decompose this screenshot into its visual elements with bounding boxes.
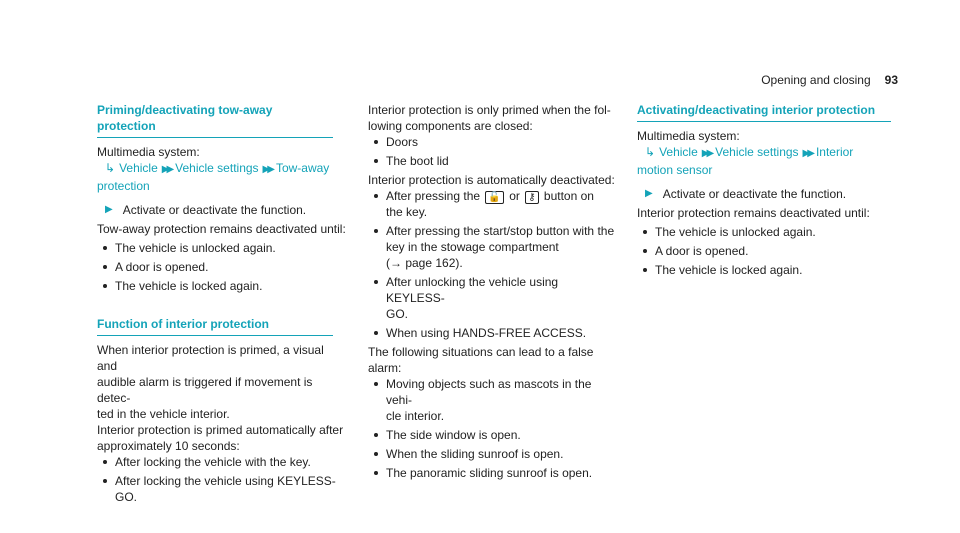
bullet-icon — [374, 331, 378, 335]
action-arrow-icon: ▶ — [105, 204, 113, 215]
paragraph-line: Interior protection is primed automatically after — [97, 423, 344, 437]
column-left — [97, 102, 347, 508]
bullet-icon — [374, 140, 378, 144]
page-header — [761, 72, 898, 88]
menu-path-interior[interactable]: Interior — [815, 145, 854, 159]
list-item — [368, 446, 618, 462]
bullet-icon — [643, 230, 647, 234]
page-number: 93 — [884, 73, 898, 87]
bullet-icon — [103, 246, 107, 250]
bullet-icon — [374, 433, 378, 437]
bullet-icon — [374, 280, 378, 284]
action-arrow-icon: ▶ — [645, 188, 653, 199]
multimedia-label: Multimedia system: — [637, 129, 740, 143]
list-item-text: Moving objects such as mascots in the vehi- — [386, 377, 592, 407]
list-item-text: cle interior. — [386, 409, 445, 423]
paragraph: Interior protection remains deactivated until: — [637, 206, 870, 220]
menu-path-protection[interactable]: protection — [97, 179, 150, 193]
list-item-text: A door is opened. — [115, 260, 209, 274]
list-item — [368, 223, 618, 271]
list-item — [368, 274, 618, 322]
double-chevron-icon: ▶▶ — [802, 148, 812, 159]
bullet-icon — [103, 265, 107, 269]
bullet-icon — [374, 194, 378, 198]
list-item — [97, 473, 347, 505]
list-item-text: GO. — [386, 307, 409, 321]
list-item — [637, 243, 892, 259]
list-item — [637, 224, 892, 240]
paragraph-line: audible alarm is triggered if movement is detec- — [97, 375, 313, 405]
list-item-text: After locking the vehicle with the key. — [115, 455, 311, 469]
menu-path-vehicle[interactable]: Vehicle — [119, 161, 158, 175]
unlock-button-icon: 🔓 — [485, 191, 503, 204]
paragraph-line: When interior protection is primed, a visual and — [97, 343, 324, 373]
double-chevron-icon: ▶▶ — [701, 148, 712, 159]
bullet-list — [637, 224, 892, 278]
action-text: Activate or deactivate the function. — [662, 187, 847, 201]
chapter-title: Opening and closing — [761, 73, 871, 87]
list-item-text: When using HANDS-FREE ACCESS. — [386, 326, 587, 340]
double-chevron-icon: ▶▶ — [262, 164, 272, 175]
double-chevron-icon: ▶▶ — [161, 164, 172, 175]
list-item-text: Doors — [386, 135, 419, 149]
bullet-list — [368, 376, 618, 481]
bullet-list — [97, 454, 347, 505]
list-item — [368, 153, 618, 169]
bullet-icon — [103, 460, 107, 464]
menu-path — [97, 160, 347, 178]
menu-path-towaway[interactable]: Tow-away — [275, 161, 330, 175]
list-item — [97, 454, 347, 470]
bullet-icon — [374, 159, 378, 163]
list-item — [368, 376, 618, 424]
menu-path-motion-sensor[interactable]: motion sensor — [637, 163, 713, 177]
action-step — [637, 186, 892, 202]
list-item-text: After unlocking the vehicle using KEYLESS- — [386, 275, 559, 305]
action-step — [97, 202, 347, 218]
column-middle — [368, 102, 618, 484]
bullet-list — [97, 240, 347, 294]
bullet-icon — [643, 268, 647, 272]
list-item-text: The vehicle is locked again. — [115, 279, 263, 293]
list-item-text: The panoramic sliding sunroof is open. — [386, 466, 593, 480]
list-item — [368, 134, 618, 150]
column-right — [637, 102, 892, 281]
list-item-text: After pressing the — [386, 189, 481, 203]
action-text: Activate or deactivate the function. — [122, 203, 307, 217]
bullet-icon — [643, 249, 647, 253]
section-heading-towaway: Priming/deactivating tow-away protection — [97, 102, 333, 138]
list-item — [97, 240, 347, 256]
menu-entry-icon: ↳ — [645, 145, 656, 159]
menu-path-vehicle-settings[interactable]: Vehicle settings — [175, 161, 259, 175]
paragraph: Interior protection is automatically deactivated: — [368, 173, 615, 187]
list-item-text: the key. — [386, 205, 428, 219]
list-item-text: After pressing the start/stop button with the — [386, 224, 615, 238]
list-item — [368, 427, 618, 443]
menu-entry-icon: ↳ — [105, 161, 116, 175]
menu-path — [637, 144, 892, 162]
multimedia-label: Multimedia system: — [97, 145, 200, 159]
paragraph-line: alarm: — [368, 361, 402, 375]
menu-path-vehicle[interactable]: Vehicle — [659, 145, 698, 159]
bullet-icon — [374, 471, 378, 475]
bullet-icon — [374, 229, 378, 233]
paragraph-line: ted in the vehicle interior. — [97, 407, 230, 421]
list-item — [368, 325, 618, 341]
paragraph-line: lowing components are closed: — [368, 119, 533, 133]
list-item-text: After locking the vehicle using KEYLESS-GO. — [115, 474, 336, 504]
list-item-text: or — [509, 189, 520, 203]
boot-lid-button-icon: ⚷ — [525, 191, 538, 204]
list-item — [97, 259, 347, 275]
list-item-text: key in the stowage compartment — [386, 240, 559, 254]
list-item-text: When the sliding sunroof is open. — [386, 447, 564, 461]
list-item-text: button on — [543, 189, 594, 203]
list-item-text: The boot lid — [386, 154, 449, 168]
list-item-text: The vehicle is unlocked again. — [115, 241, 276, 255]
paragraph-line: The following situations can lead to a false — [368, 345, 594, 359]
list-item — [637, 262, 892, 278]
paragraph: Tow-away protection remains deactivated until: — [97, 222, 346, 236]
paragraph-line: approximately 10 seconds: — [97, 439, 240, 453]
menu-path-vehicle-settings[interactable]: Vehicle settings — [715, 145, 799, 159]
list-item — [97, 278, 347, 294]
bullet-icon — [103, 284, 107, 288]
bullet-icon — [374, 382, 378, 386]
section-heading-interior-function: Function of interior protection — [97, 316, 333, 336]
list-item-text: The side window is open. — [386, 428, 521, 442]
bullet-list — [368, 134, 618, 169]
list-item-text: A door is opened. — [655, 244, 749, 258]
list-item — [368, 465, 618, 481]
bullet-icon — [374, 452, 378, 456]
paragraph-line: Interior protection is only primed when the fol- — [368, 103, 611, 117]
list-item-text: The vehicle is unlocked again. — [655, 225, 816, 239]
bullet-icon — [103, 479, 107, 483]
list-item-text: The vehicle is locked again. — [655, 263, 803, 277]
bullet-list — [368, 188, 618, 341]
page-reference-link[interactable]: (→ page 162). — [386, 256, 463, 270]
section-heading-interior-activate: Activating/deactivating interior protection — [637, 102, 891, 122]
list-item — [368, 188, 618, 220]
